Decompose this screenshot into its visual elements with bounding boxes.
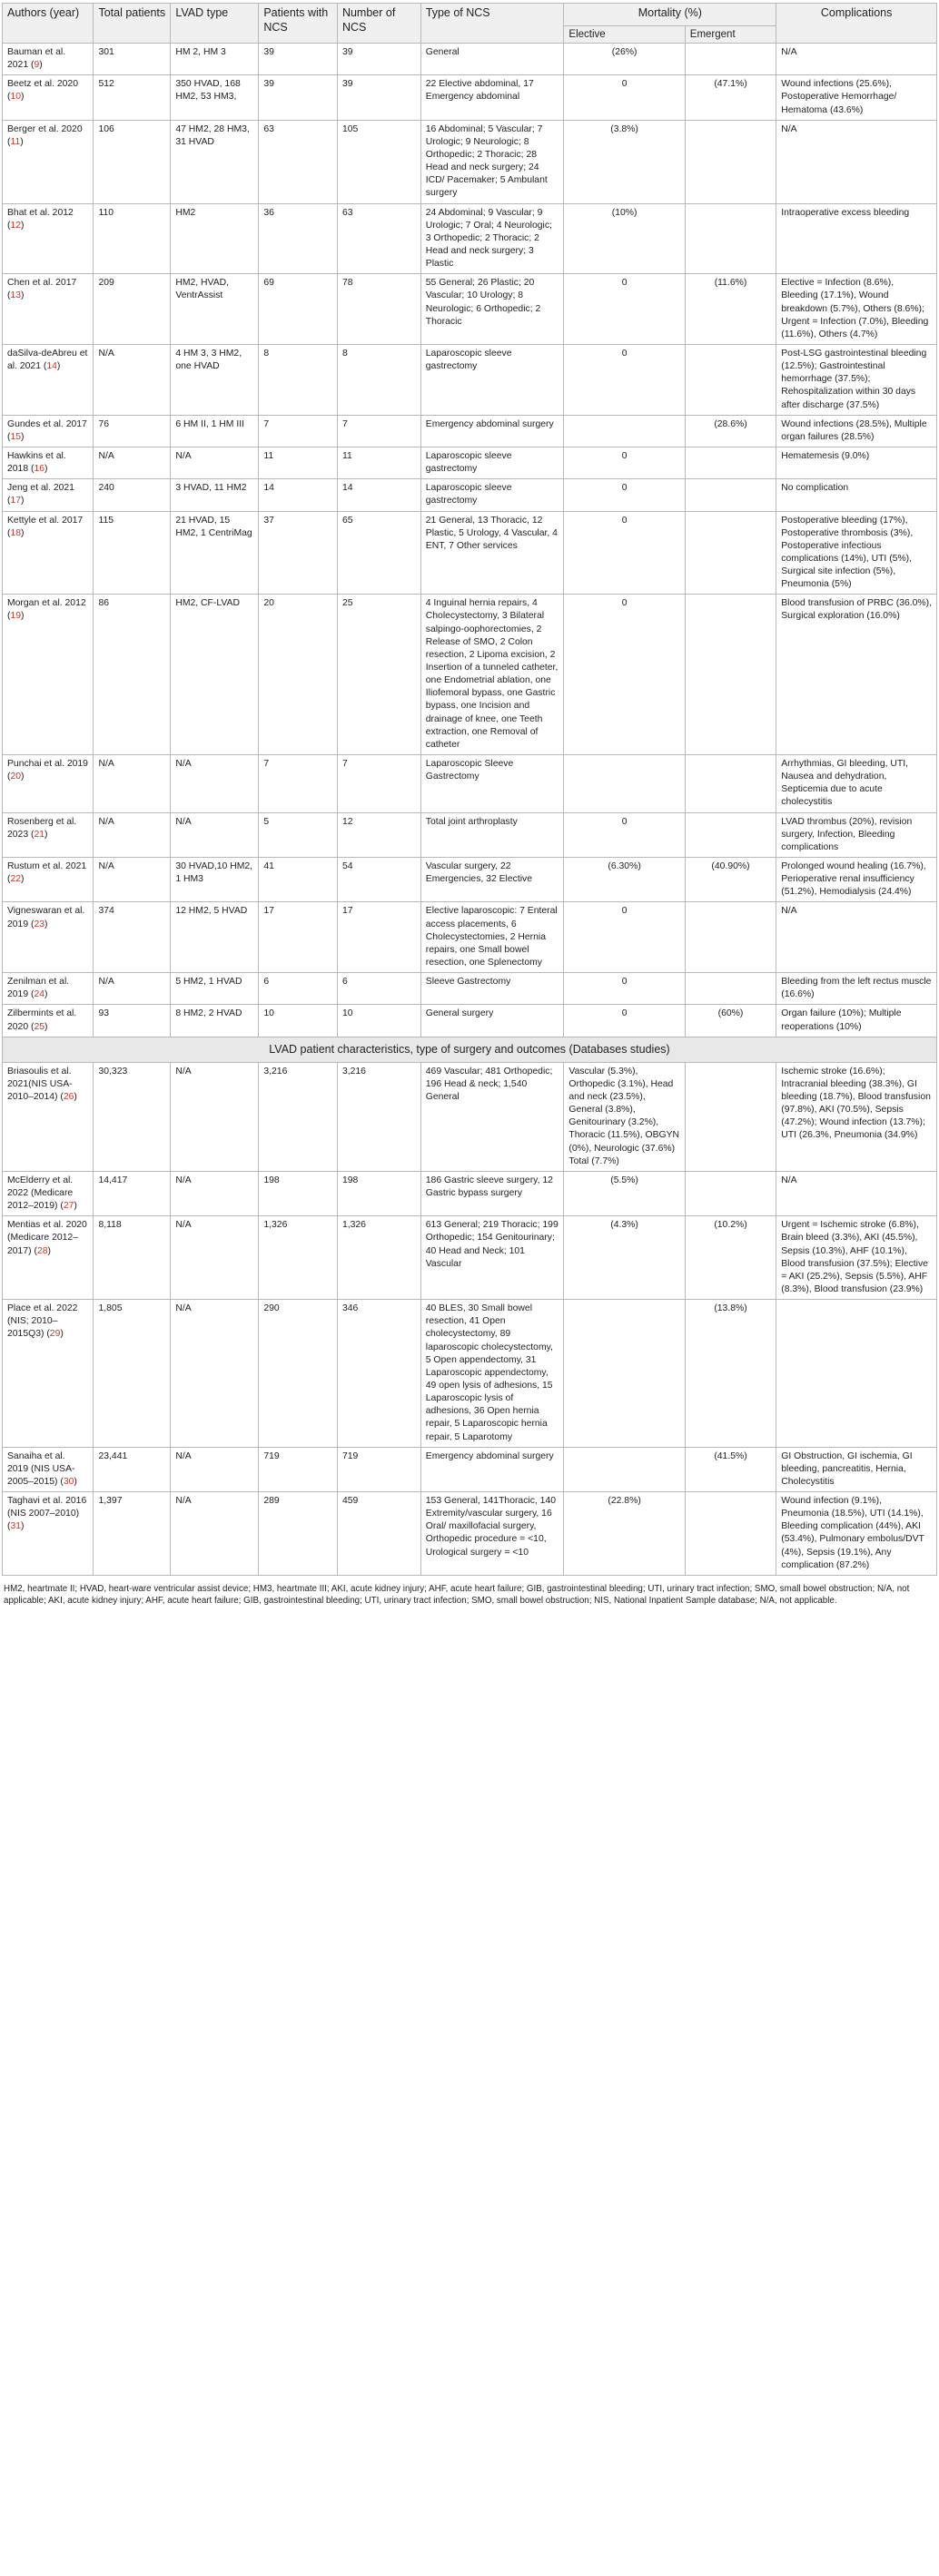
author-cell: Rustum et al. 2021 (22) [3,858,94,902]
number-ncs-cell: 25 [337,595,420,755]
lvad-type-cell: HM 2, HM 3 [171,44,259,75]
elective-mortality-cell: 0 [564,344,685,415]
elective-mortality-cell: (26%) [564,44,685,75]
header-patients-ncs: Patients with NCS [259,4,338,44]
ncs-outcomes-table [2,3,937,1576]
elective-mortality-cell: 0 [564,1005,685,1037]
emergent-mortality-cell [685,902,776,973]
elective-mortality-cell: 0 [564,447,685,478]
number-ncs-cell: 39 [337,44,420,75]
type-ncs-cell: Sleeve Gastrectomy [420,973,564,1005]
total-patients-cell: 1,397 [94,1492,171,1576]
total-patients-cell: 106 [94,120,171,203]
patients-ncs-cell: 14 [259,479,338,511]
patients-ncs-cell: 63 [259,120,338,203]
reference-link[interactable]: 18 [10,527,22,538]
author-name: Kettyle et al. 2017 [7,515,84,526]
author-name: Beetz et al. 2020 [7,79,78,90]
lvad-type-cell: 5 HM2, 1 HVAD [171,973,259,1005]
type-ncs-cell: General [420,44,564,75]
emergent-mortality-cell [685,812,776,857]
author-cell: Taghavi et al. 2016 (NIS 2007–2010) (31) [3,1492,94,1576]
complications-cell [776,1300,937,1448]
lvad-type-cell: 8 HM2, 2 HVAD [171,1005,259,1037]
patients-ncs-cell: 20 [259,595,338,755]
table-row [3,1492,937,1576]
total-patients-cell: 8,118 [94,1216,171,1300]
complications-cell: Blood transfusion of PRBC (36.0%), Surgical exploration (16.0%) [776,595,937,755]
author-cell: Zenilman et al. 2019 (24) [3,973,94,1005]
table-row [3,415,937,447]
elective-mortality-cell: 0 [564,812,685,857]
patients-ncs-cell: 36 [259,203,338,274]
author-name: daSilva-deAbreu et al. 2021 [7,348,88,372]
reference-link[interactable]: 27 [63,1201,74,1212]
author-cell: Place et al. 2022 (NIS; 2010–2015Q3) (29) [3,1300,94,1448]
type-ncs-cell: 21 General, 13 Thoracic, 12 Plastic, 5 Urology, 4 Vascular, 4 ENT, 7 Other services [420,511,564,595]
author-name: Taghavi et al. 2016 (NIS 2007–2010) [7,1496,87,1519]
total-patients-cell: 115 [94,511,171,595]
elective-mortality-cell: 0 [564,511,685,595]
patients-ncs-cell: 6 [259,973,338,1005]
total-patients-cell: 240 [94,479,171,511]
emergent-mortality-cell [685,203,776,274]
type-ncs-cell: 40 BLES, 30 Small bowel resection, 41 Open cholecystectomy, 89 laparoscopic cholecystectomy, 5 Open appendectomy, 31 Laparoscopic appendectomy, 49 open lysis of adhesions, 15 Laparoscopic lysis of adhesions, 36 Open hernia repair, 5 Laparoscopic hernia repair, 5 Laparotomy [420,1300,564,1448]
complications-cell: GI Obstruction, GI ischemia, GI bleeding, pancreatitis, Hernia, Cholecystitis [776,1447,937,1491]
reference-link[interactable]: 10 [10,92,22,103]
number-ncs-cell: 78 [337,274,420,345]
number-ncs-cell: 39 [337,75,420,120]
number-ncs-cell: 12 [337,812,420,857]
number-ncs-cell: 54 [337,858,420,902]
total-patients-cell: N/A [94,973,171,1005]
total-patients-cell: 512 [94,75,171,120]
table-row [3,755,937,813]
elective-mortality-cell: (6.30%) [564,858,685,902]
emergent-mortality-cell: (40.90%) [685,858,776,902]
total-patients-cell: 14,417 [94,1171,171,1215]
header-lvad-type: LVAD type [171,4,259,44]
author-name: Rustum et al. 2021 [7,861,87,872]
number-ncs-cell: 14 [337,479,420,511]
elective-mortality-cell: (3.8%) [564,120,685,203]
total-patients-cell: 1,805 [94,1300,171,1448]
complications-cell: Arrhythmias, GI bleeding, UTI, Nausea and dehydration, Septicemia due to acute cholecystitis [776,755,937,813]
number-ncs-cell: 198 [337,1171,420,1215]
elective-mortality-cell: 0 [564,75,685,120]
type-ncs-cell: Laparoscopic Sleeve Gastrectomy [420,755,564,813]
elective-mortality-cell: 0 [564,973,685,1005]
author-name: Briasoulis et al. 2021(NIS USA-2010–2014) [7,1066,73,1102]
table-row [3,1062,937,1171]
author-name: Sanaiha et al. 2019 (NIS USA-2005–2015) [7,1450,75,1487]
reference-link[interactable]: 30 [63,1476,74,1487]
patients-ncs-cell: 7 [259,755,338,813]
author-cell: Briasoulis et al. 2021(NIS USA-2010–2014) (26) [3,1062,94,1171]
patients-ncs-cell: 10 [259,1005,338,1037]
elective-mortality-cell: Vascular (5.3%), Orthopedic (3.1%), Head and neck (23.5%), General (3.8%), Genitourinary (3.2%), Thoracic (11.5%), OBGYN (0%), Neurologic (37.6%) Total (7.7%) [564,1062,685,1171]
type-ncs-cell: Emergency abdominal surgery [420,1447,564,1491]
reference-link[interactable]: 26 [63,1091,74,1102]
reference-link[interactable]: 21 [34,829,45,840]
complications-cell: N/A [776,1171,937,1215]
emergent-mortality-cell [685,1062,776,1171]
author-name: Place et al. 2022 (NIS; 2010–2015Q3) [7,1303,78,1340]
number-ncs-cell: 7 [337,415,420,447]
reference-link[interactable]: 28 [36,1245,48,1256]
complications-cell: N/A [776,120,937,203]
emergent-mortality-cell [685,973,776,1005]
author-name: Vigneswaran et al. 2019 [7,906,85,929]
complications-cell: LVAD thrombus (20%), revision surgery, Infection, Bleeding complications [776,812,937,857]
number-ncs-cell: 17 [337,902,420,973]
reference-link[interactable]: 29 [49,1329,61,1340]
type-ncs-cell: 55 General; 26 Plastic; 20 Vascular; 10 Urology; 8 Neurologic; 6 Orthopedic; 2 Thoracic [420,274,564,345]
complications-cell: Organ failure (10%); Multiple reoperations (10%) [776,1005,937,1037]
author-name: Mentias et al. 2020 (Medicare 2012–2017) [7,1220,87,1256]
table-header [3,4,937,44]
lvad-type-cell: N/A [171,1171,259,1215]
author-cell: Morgan et al. 2012 (19) [3,595,94,755]
patients-ncs-cell: 41 [259,858,338,902]
complications-cell: Prolonged wound healing (16.7%), Perioperative renal insufficiency (51.2%), Hemodialysis (24.4%) [776,858,937,902]
type-ncs-cell: Total joint arthroplasty [420,812,564,857]
elective-mortality-cell [564,1447,685,1491]
table-row [3,812,937,857]
table-row [3,479,937,511]
complications-cell: Postoperative bleeding (17%), Postoperative thrombosis (3%), Postoperative infectious complications (14%), UTI (5%), Surgical site infection (5%), Pneumonia (5%) [776,511,937,595]
lvad-type-cell: N/A [171,1300,259,1448]
type-ncs-cell: General surgery [420,1005,564,1037]
lvad-type-cell: N/A [171,755,259,813]
lvad-type-cell: 12 HM2, 5 HVAD [171,902,259,973]
type-ncs-cell: Laparoscopic sleeve gastrectomy [420,344,564,415]
table-row [3,1005,937,1037]
section-row [3,1037,937,1062]
type-ncs-cell: 153 General, 141Thoracic, 140 Extremity/vascular surgery, 16 Oral/ maxillofacial surgery, Orthopedic procedure = <10, Urological surgery = <10 [420,1492,564,1576]
number-ncs-cell: 346 [337,1300,420,1448]
reference-link[interactable]: 22 [10,874,22,885]
type-ncs-cell: 186 Gastric sleeve surgery, 12 Gastric bypass surgery [420,1171,564,1215]
author-cell: Berger et al. 2020 (11) [3,120,94,203]
reference-link[interactable]: 24 [34,989,45,1000]
type-ncs-cell: Laparoscopic sleeve gastrectomy [420,447,564,478]
header-number-ncs: Number of NCS [337,4,420,44]
reference-link[interactable]: 23 [34,919,45,929]
lvad-type-cell: N/A [171,1216,259,1300]
number-ncs-cell: 8 [337,344,420,415]
patients-ncs-cell: 5 [259,812,338,857]
complications-cell: N/A [776,44,937,75]
author-cell: Mentias et al. 2020 (Medicare 2012–2017) (28) [3,1216,94,1300]
emergent-mortality-cell [685,344,776,415]
elective-mortality-cell: 0 [564,902,685,973]
table-row [3,511,937,595]
patients-ncs-cell: 39 [259,75,338,120]
emergent-mortality-cell [685,120,776,203]
author-name: Chen et al. 2017 [7,278,77,289]
author-name: Bhat et al. 2012 [7,207,74,218]
table-row [3,44,937,75]
patients-ncs-cell: 8 [259,344,338,415]
number-ncs-cell: 11 [337,447,420,478]
lvad-type-cell: 6 HM II, 1 HM III [171,415,259,447]
total-patients-cell: N/A [94,858,171,902]
total-patients-cell: N/A [94,755,171,813]
lvad-type-cell: 3 HVAD, 11 HM2 [171,479,259,511]
type-ncs-cell: Vascular surgery, 22 Emergencies, 32 Elective [420,858,564,902]
emergent-mortality-cell [685,479,776,511]
reference-link[interactable]: 25 [34,1021,45,1032]
complications-cell: No complication [776,479,937,511]
reference-link[interactable]: 14 [46,361,57,372]
reference-link[interactable]: 16 [34,464,45,475]
table-footnote: HM2, heartmate II; HVAD, heart-ware ventricular assist device; HM3, heartmate III; AKI, acute kidney injury; AHF, acute heart failure; GIB, gastrointestinal bleeding; UTI, urinary tract infection; SMO, small bowel obstruction; N/A, not applicable; AKI, acute kidney injury; AHF, acute heart failure; GIB, gastrointestinal bleeding; UTI, urinary tract infection; SMO, small bowel obstruction; NIS, National Inpatient Sample database; N/A, not applicable. [4,1583,910,1607]
header-author: Authors (year) [3,4,94,44]
patients-ncs-cell: 17 [259,902,338,973]
author-name: McElderry et al. 2022 (Medicare 2012–2019) [7,1175,74,1212]
patients-ncs-cell: 69 [259,274,338,345]
table-row [3,274,937,345]
table-row [3,902,937,973]
table-row [3,1300,937,1448]
number-ncs-cell: 10 [337,1005,420,1037]
reference-link[interactable]: 12 [10,220,22,231]
emergent-mortality-cell [685,44,776,75]
emergent-mortality-cell: (47.1%) [685,75,776,120]
author-cell: Gundes et al. 2017 (15) [3,415,94,447]
author-cell: Bhat et al. 2012 (12) [3,203,94,274]
reference-link[interactable]: 17 [10,496,22,506]
total-patients-cell: 76 [94,415,171,447]
author-name: Jeng et al. 2021 [7,483,74,494]
emergent-mortality-cell [685,755,776,813]
elective-mortality-cell: (10%) [564,203,685,274]
table-row [3,1216,937,1300]
author-cell: Sanaiha et al. 2019 (NIS USA-2005–2015) (30) [3,1447,94,1491]
total-patients-cell: N/A [94,447,171,478]
complications-cell: Bleeding from the left rectus muscle (16.6%) [776,973,937,1005]
reference-link[interactable]: 31 [10,1521,22,1532]
reference-link[interactable]: 19 [10,611,22,622]
lvad-type-cell: N/A [171,1492,259,1576]
elective-mortality-cell [564,415,685,447]
total-patients-cell: 374 [94,902,171,973]
lvad-type-cell: 30 HVAD,10 HM2, 1 HM3 [171,858,259,902]
number-ncs-cell: 7 [337,755,420,813]
total-patients-cell: 93 [94,1005,171,1037]
author-name: Berger et al. 2020 [7,123,83,134]
reference-link[interactable]: 11 [10,136,21,147]
number-ncs-cell: 63 [337,203,420,274]
patients-ncs-cell: 39 [259,44,338,75]
reference-link[interactable]: 15 [10,431,22,442]
elective-mortality-cell: (22.8%) [564,1492,685,1576]
patients-ncs-cell: 719 [259,1447,338,1491]
number-ncs-cell: 1,326 [337,1216,420,1300]
complications-cell: Post-LSG gastrointestinal bleeding (12.5%); Gastrointestinal hemorrhage (37.5%); Rehospitalization within 30 days after discharge (37.5%) [776,344,937,415]
elective-mortality-cell [564,1300,685,1448]
author-cell: Kettyle et al. 2017 (18) [3,511,94,595]
total-patients-cell: N/A [94,344,171,415]
type-ncs-cell: 22 Elective abdominal, 17 Emergency abdominal [420,75,564,120]
emergent-mortality-cell: (11.6%) [685,274,776,345]
total-patients-cell: N/A [94,812,171,857]
total-patients-cell: 110 [94,203,171,274]
total-patients-cell: 301 [94,44,171,75]
number-ncs-cell: 105 [337,120,420,203]
number-ncs-cell: 6 [337,973,420,1005]
author-cell: Vigneswaran et al. 2019 (23) [3,902,94,973]
emergent-mortality-cell: (41.5%) [685,1447,776,1491]
type-ncs-cell: Elective laparoscopic: 7 Enteral access placements, 6 Cholecystectomies, 2 Hernia repairs, one Small bowel resection, one Splenectomy [420,902,564,973]
header-type-ncs: Type of NCS [420,4,564,44]
table-body [3,44,937,1576]
author-name: Zilbermints et al. 2020 [7,1008,77,1032]
number-ncs-cell: 65 [337,511,420,595]
complications-cell: Urgent = Ischemic stroke (6.8%), Brain bleed (3.3%), AKI (45.5%), Sepsis (10.3%), AHF (10.1%), Blood transfusion (37.5%); Elective = AKI (25.2%), Sepsis (5.5%), AHF (8.3%), Blood transfusion (23.9%) [776,1216,937,1300]
lvad-type-cell: N/A [171,447,259,478]
table-row [3,595,937,755]
section-title: LVAD patient characteristics, type of surgery and outcomes (Databases studies) [3,1037,937,1062]
elective-mortality-cell [564,755,685,813]
table-row [3,203,937,274]
author-name: Gundes et al. 2017 [7,418,87,429]
table-row [3,1171,937,1215]
author-cell: McElderry et al. 2022 (Medicare 2012–2019) (27) [3,1171,94,1215]
table-row [3,75,937,120]
author-cell: Jeng et al. 2021 (17) [3,479,94,511]
header-mortality: Mortality (%) [564,4,776,26]
elective-mortality-cell: (5.5%) [564,1171,685,1215]
emergent-mortality-cell: (60%) [685,1005,776,1037]
lvad-type-cell: 21 HVAD, 15 HM2, 1 CentriMag [171,511,259,595]
type-ncs-cell: 24 Abdominal; 9 Vascular; 9 Urologic; 7 Oral; 4 Neurologic; 3 Orthopedic; 2 Thoracic; 2 Head and neck surgery; 3 Plastic [420,203,564,274]
type-ncs-cell: 469 Vascular; 481 Orthopedic; 196 Head & neck; 1,540 General [420,1062,564,1171]
type-ncs-cell: Emergency abdominal surgery [420,415,564,447]
number-ncs-cell: 719 [337,1447,420,1491]
emergent-mortality-cell: (10.2%) [685,1216,776,1300]
complications-cell: Elective = Infection (8.6%), Bleeding (17.1%), Wound breakdown (5.7%), Others (8.6%); Urgent = Infection (7.0%), Bleeding (11.6%), Others (4.7%) [776,274,937,345]
elective-mortality-cell: (4.3%) [564,1216,685,1300]
table-row [3,447,937,478]
emergent-mortality-cell [685,1171,776,1215]
reference-link[interactable]: 13 [10,290,22,301]
total-patients-cell: 30,323 [94,1062,171,1171]
lvad-type-cell: HM2, CF-LVAD [171,595,259,755]
type-ncs-cell: 4 Inguinal hernia repairs, 4 Cholecystectomy, 3 Bilateral salpingo-oophorectomies, 2 Release of SMO, 2 Colon resection, 2 Lipoma excision, 2 Insertion of a tunneled catheter, one Endometrial ablation, one Iliofemoral bypass, one Gastric bypass, one Incision and drainage of knee, one Teeth extraction, one Removal of catheter [420,595,564,755]
lvad-type-cell: N/A [171,1062,259,1171]
author-name: Morgan et al. 2012 [7,598,86,609]
lvad-type-cell: N/A [171,1447,259,1491]
total-patients-cell: 209 [94,274,171,345]
total-patients-cell: 23,441 [94,1447,171,1491]
emergent-mortality-cell [685,1492,776,1576]
complications-cell: Hematemesis (9.0%) [776,447,937,478]
lvad-type-cell: 350 HVAD, 168 HM2, 53 HM3, [171,75,259,120]
header-elective: Elective [564,25,685,43]
type-ncs-cell: Laparoscopic sleeve gastrectomy [420,479,564,511]
header-total-patients: Total patients [94,4,171,44]
table-row [3,973,937,1005]
complications-cell: Wound infections (25.6%), Postoperative Hemorrhage/ Hematoma (43.6%) [776,75,937,120]
author-cell: Hawkins et al. 2018 (16) [3,447,94,478]
number-ncs-cell: 3,216 [337,1062,420,1171]
header-emergent: Emergent [685,25,776,43]
table-row [3,120,937,203]
emergent-mortality-cell [685,511,776,595]
type-ncs-cell: 16 Abdominal; 5 Vascular; 7 Urologic; 9 Neurologic; 8 Orthopedic; 2 Thoracic; 28 Head and neck surgery; 24 ICD/ Pacemaker; 5 Ambulant surgery [420,120,564,203]
lvad-type-cell: 4 HM 3, 3 HM2, one HVAD [171,344,259,415]
author-cell: Rosenberg et al. 2023 (21) [3,812,94,857]
lvad-type-cell: HM2, HVAD, VentrAssist [171,274,259,345]
author-name: Bauman et al. 2021 [7,47,66,71]
reference-link[interactable]: 9 [34,60,40,71]
lvad-type-cell: 47 HM2, 28 HM3, 31 HVAD [171,120,259,203]
elective-mortality-cell: 0 [564,479,685,511]
emergent-mortality-cell [685,447,776,478]
patients-ncs-cell: 7 [259,415,338,447]
elective-mortality-cell: 0 [564,595,685,755]
patients-ncs-cell: 37 [259,511,338,595]
total-patients-cell: 86 [94,595,171,755]
emergent-mortality-cell [685,595,776,755]
reference-link[interactable]: 20 [10,772,22,782]
author-cell: Bauman et al. 2021 (9) [3,44,94,75]
table-row [3,344,937,415]
patients-ncs-cell: 289 [259,1492,338,1576]
complications-cell: Wound infections (28.5%), Multiple organ failures (28.5%) [776,415,937,447]
complications-cell: Ischemic stroke (16.6%); Intracranial bleeding (38.3%), GI bleeding (18.7%), Blood transfusion (97.8%), AKI (70.5%), Sepsis (47.2%); Wound infection (13.7%); UTI (26.3%, Pneumonia (34.9%) [776,1062,937,1171]
author-cell: Beetz et al. 2020 (10) [3,75,94,120]
type-ncs-cell: 613 General; 219 Thoracic; 199 Orthopedic; 154 Genitourinary; 40 Head and Neck; 101 Vascular [420,1216,564,1300]
author-name: Punchai et al. 2019 [7,759,88,770]
patients-ncs-cell: 1,326 [259,1216,338,1300]
lvad-type-cell: HM2 [171,203,259,274]
complications-cell: Intraoperative excess bleeding [776,203,937,274]
author-cell: Chen et al. 2017 (13) [3,274,94,345]
elective-mortality-cell: 0 [564,274,685,345]
author-name: Hawkins et al. 2018 [7,450,66,475]
table-row [3,858,937,902]
author-cell: daSilva-deAbreu et al. 2021 (14) [3,344,94,415]
author-name: Zenilman et al. 2019 [7,977,70,1000]
emergent-mortality-cell: (28.6%) [685,415,776,447]
header-complications: Complications [776,4,937,44]
author-cell: Zilbermints et al. 2020 (25) [3,1005,94,1037]
author-name: Rosenberg et al. 2023 [7,816,77,840]
lvad-type-cell: N/A [171,812,259,857]
complications-cell: Wound infection (9.1%), Pneumonia (18.5%), UTI (14.1%), Bleeding complication (44%), AKI (53.4%), Pulmonary embolus/DVT (4%), Sepsis (19.1%), Any complication (87.2%) [776,1492,937,1576]
complications-cell: N/A [776,902,937,973]
emergent-mortality-cell: (13.8%) [685,1300,776,1448]
patients-ncs-cell: 11 [259,447,338,478]
author-cell: Punchai et al. 2019 (20) [3,755,94,813]
number-ncs-cell: 459 [337,1492,420,1576]
patients-ncs-cell: 198 [259,1171,338,1215]
patients-ncs-cell: 3,216 [259,1062,338,1171]
patients-ncs-cell: 290 [259,1300,338,1448]
table-row [3,1447,937,1491]
